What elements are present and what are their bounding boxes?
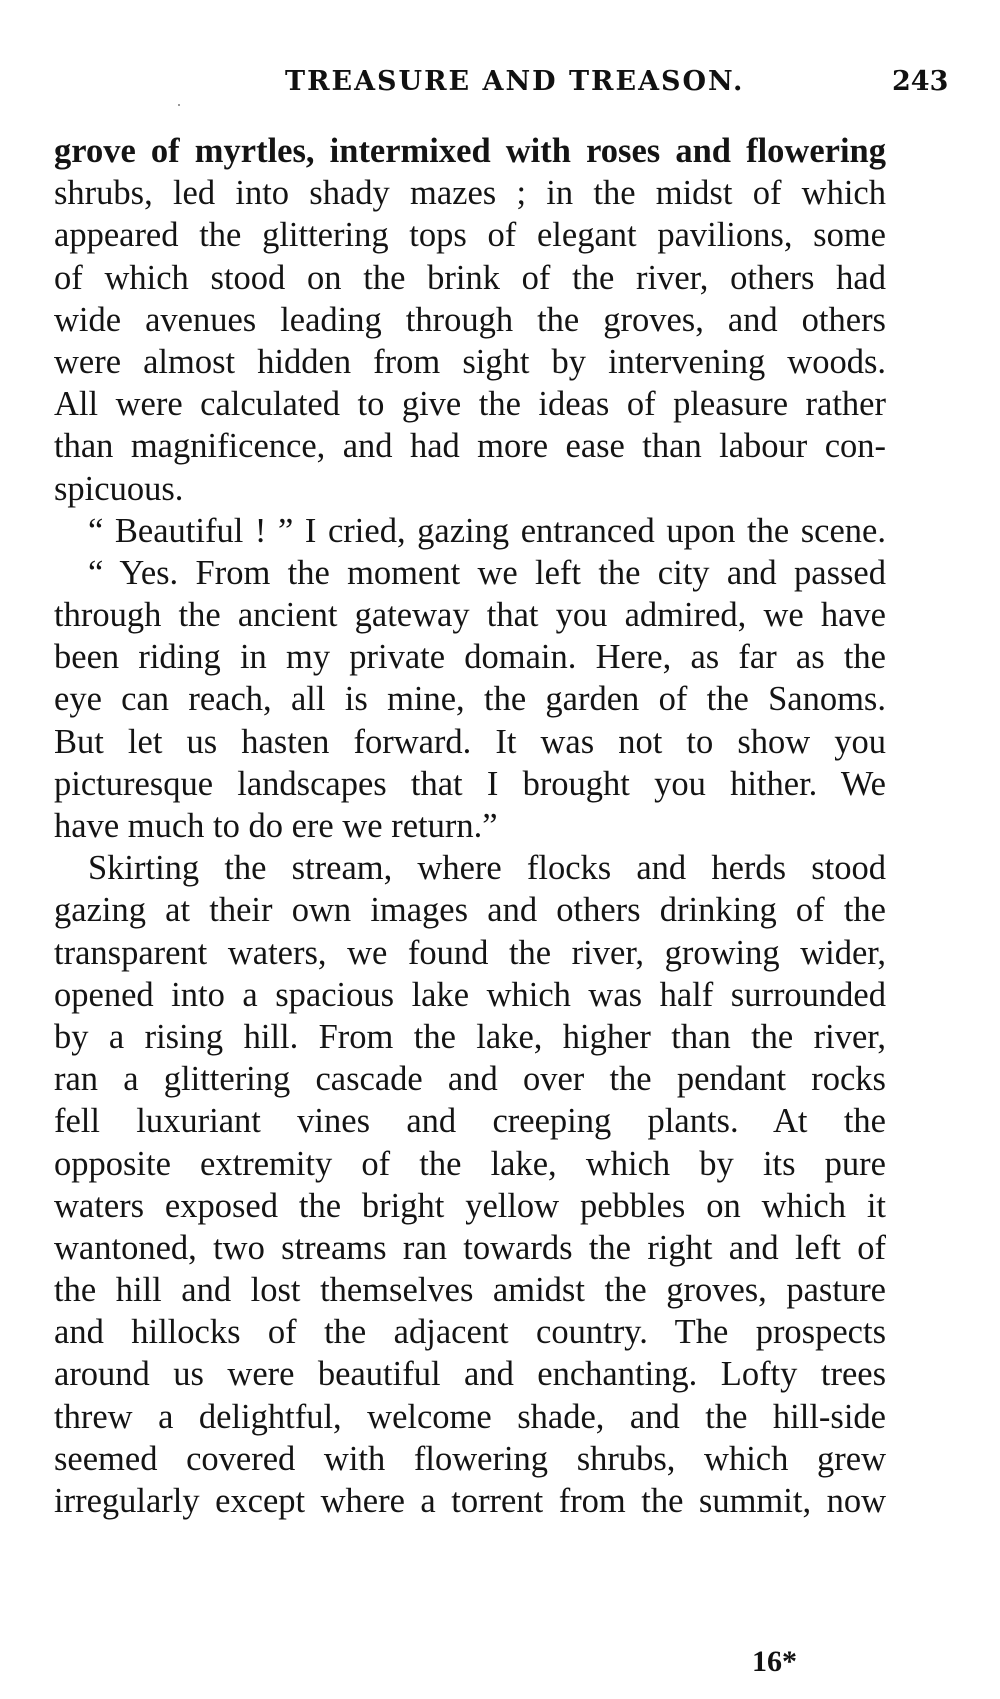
text-line: seemed covered with flowering shrubs, which grew	[54, 1439, 886, 1478]
text-line: irregularly except where a torrent from the summit, now	[54, 1482, 886, 1520]
text-line: have much to do ere we return.”	[54, 807, 498, 845]
text-line: “ Yes. From the moment we left the city and passed	[88, 553, 886, 592]
text-line: All were calculated to give the ideas of pleasure rather	[54, 385, 886, 424]
text-line: gazing at their own images and others drinking of the	[54, 891, 886, 930]
text-line: and hillocks of the adjacent country. The prospects	[54, 1313, 886, 1352]
signature-mark: 16*	[752, 1645, 797, 1678]
text-line: of which stood on the brink of the river, others had	[54, 258, 886, 297]
text-line: ran a glittering cascade and over the pendant rocks	[54, 1060, 886, 1099]
text-line: shrubs, led into shady mazes ; in the midst of which	[54, 174, 886, 213]
text-line: fell luxuriant vines and creeping plants. At the	[54, 1102, 886, 1141]
text-line: transparent waters, we found the river, growing wider,	[54, 933, 886, 972]
text-line: But let us hasten forward. It was not to show you	[54, 722, 886, 761]
text-line: opposite extremity of the lake, which by its pure	[54, 1144, 886, 1183]
text-line: were almost hidden from sight by intervening woods.	[54, 342, 886, 381]
text-line: wantoned, two streams ran towards the right and left of	[54, 1228, 886, 1267]
text-line: spicuous.	[54, 469, 184, 508]
text-line: around us were beautiful and enchanting. Lofty trees	[54, 1355, 886, 1394]
text-line: grove of myrtles, intermixed with roses and flowering	[54, 132, 886, 170]
text-line: than magnificence, and had more ease than labour con-	[54, 427, 886, 466]
text-line: by a rising hill. From the lake, higher than the river,	[54, 1017, 886, 1056]
text-line: eye can reach, all is mine, the garden of the Sanoms.	[54, 680, 886, 719]
text-line: the hill and lost themselves amidst the groves, pasture	[54, 1271, 886, 1310]
text-line: waters exposed the bright yellow pebbles on which it	[54, 1186, 886, 1225]
body-text	[54, 130, 886, 1522]
text-line: threw a delightful, welcome shade, and the hill-side	[54, 1397, 886, 1436]
text-line: through the ancient gateway that you admired, we have	[54, 596, 886, 635]
text-line: “ Beautiful ! ” I cried, gazing entranced upon the scene.	[88, 511, 886, 550]
text-line: been riding in my private domain. Here, as far as the	[54, 638, 886, 677]
print-speck	[178, 104, 180, 106]
text-line: picturesque landscapes that I brought you hither. We	[54, 764, 886, 803]
text-line: wide avenues leading through the groves, and others	[54, 300, 886, 339]
page-number: 243	[892, 66, 949, 97]
text-line: appeared the glittering tops of elegant pavilions, some	[54, 216, 886, 255]
running-title: TREASURE AND TREASON.	[285, 66, 745, 97]
page-header	[0, 66, 1000, 106]
text-line: opened into a spacious lake which was half surrounded	[54, 975, 886, 1014]
text-line: Skirting the stream, where flocks and herds stood	[88, 849, 886, 888]
